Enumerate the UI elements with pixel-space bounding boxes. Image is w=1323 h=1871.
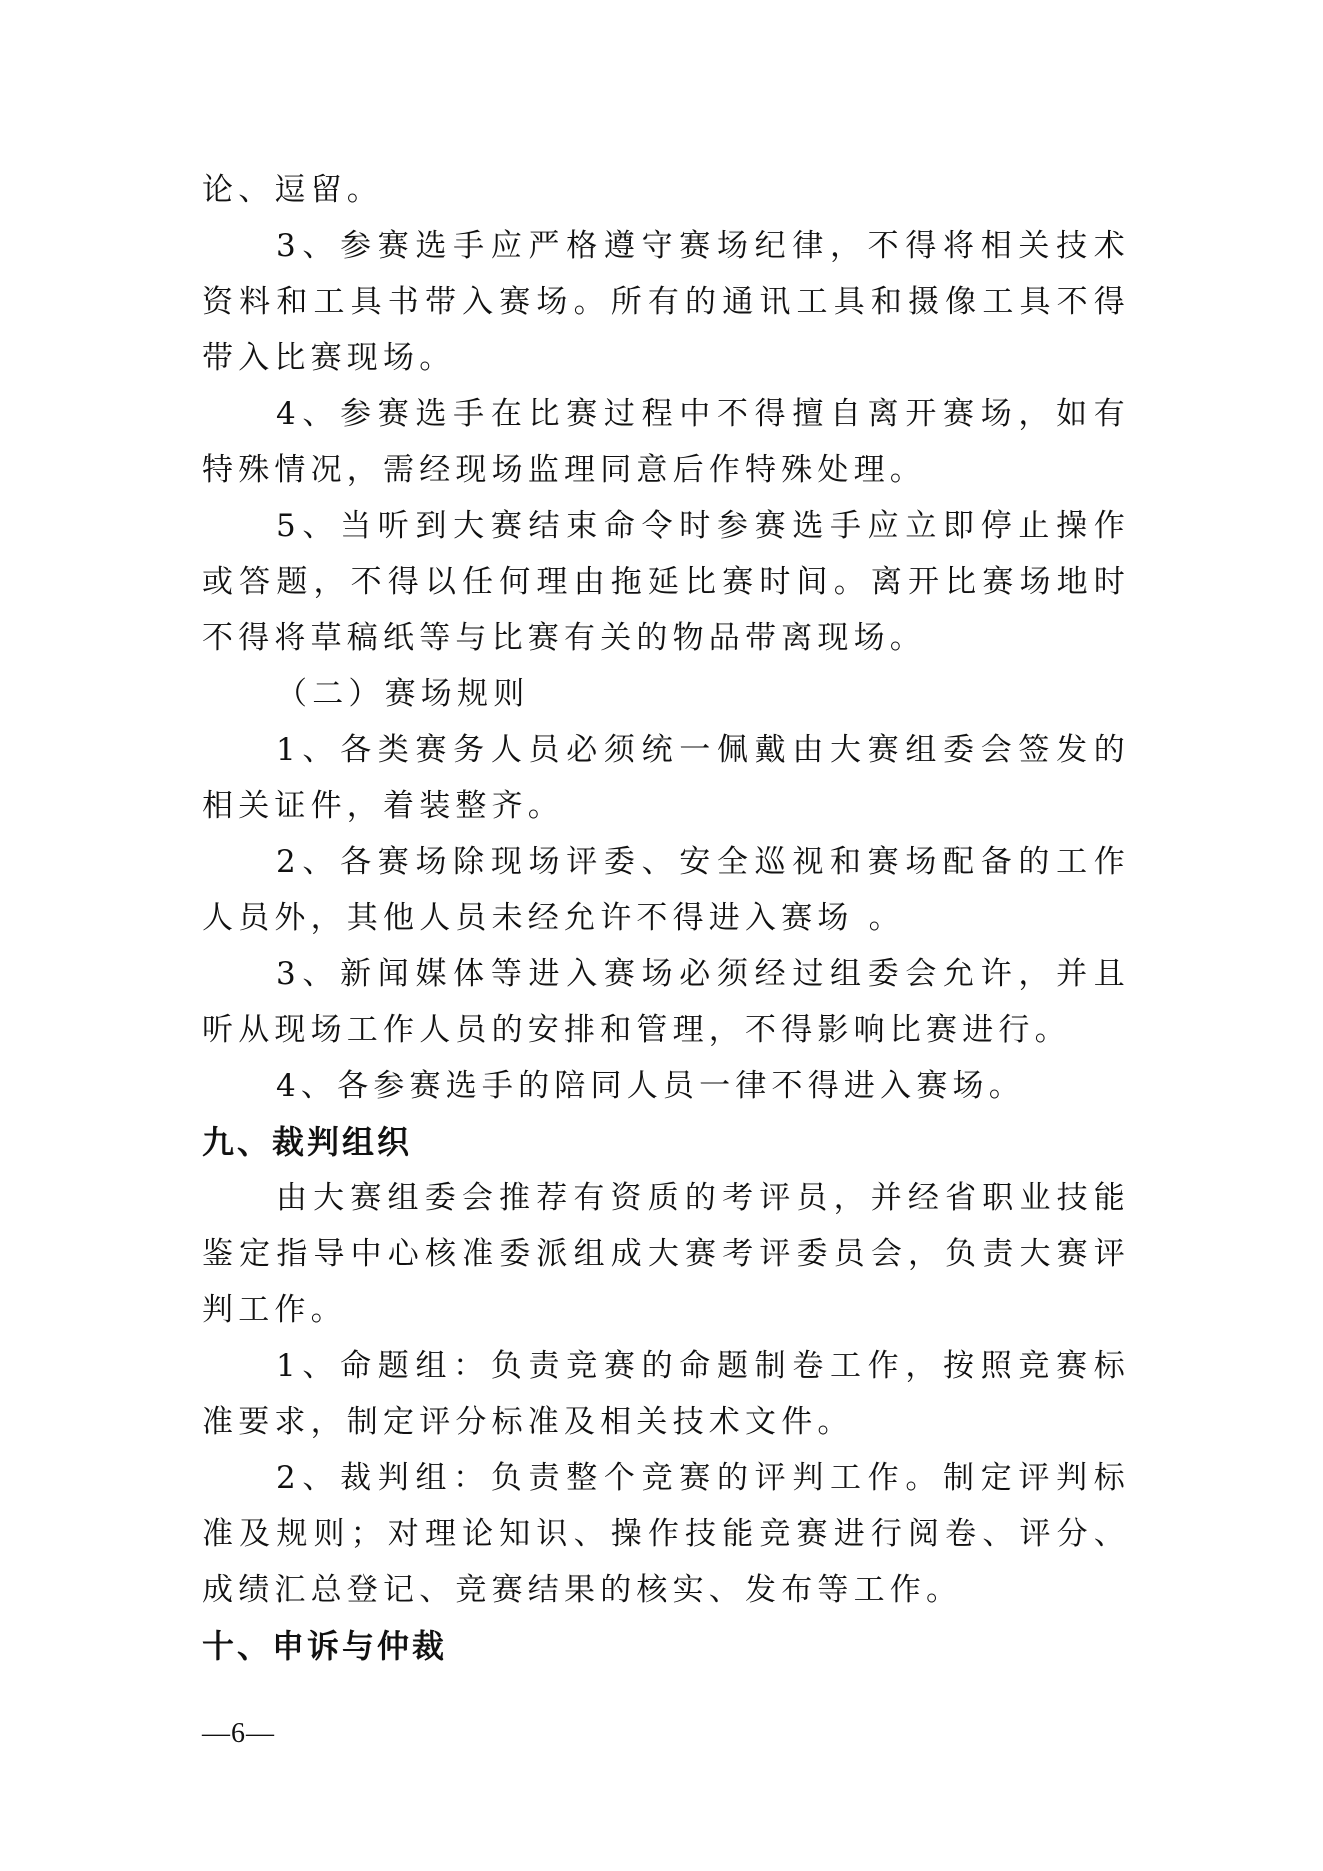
- rule-paragraph: 3、参赛选手应严格遵守赛场纪律，不得将相关技术资料和工具书带入赛场。所有的通讯工具和摄像工具不得带入比赛现场。: [202, 228, 1130, 376]
- section-paragraph: 2、裁判组：负责整个竞赛的评判工作。制定评判标准及规则；对理论知识、操作技能竞赛进行阅卷、评分、成绩汇总登记、竞赛结果的核实、发布等工作。: [202, 1460, 1130, 1608]
- section-paragraph: 由大赛组委会推荐有资质的考评员，并经省职业技能鉴定指导中心核准委派组成大赛考评委员会，负责大赛评判工作。: [202, 1180, 1130, 1328]
- paragraph-continuation: 论、逗留。: [202, 172, 383, 208]
- rule-paragraph: 2、各赛场除现场评委、安全巡视和赛场配备的工作人员外，其他人员未经允许不得进入赛场 。: [202, 844, 1130, 936]
- subsection-title: （二）赛场规则: [276, 676, 530, 712]
- section-paragraph: 1、命题组：负责竞赛的命题制卷工作，按照竞赛标准要求，制定评分标准及相关技术文件。: [202, 1348, 1130, 1440]
- rule-paragraph: 4、各参赛选手的陪同人员一律不得进入赛场。: [276, 1068, 1025, 1104]
- rule-paragraph: 3、新闻媒体等进入赛场必须经过组委会允许，并且听从现场工作人员的安排和管理，不得影响比赛进行。: [202, 956, 1130, 1048]
- section-heading: 十、申诉与仲裁: [202, 1627, 448, 1665]
- section-heading: 九、裁判组织: [202, 1123, 413, 1161]
- rule-paragraph: 4、参赛选手在比赛过程中不得擅自离开赛场，如有特殊情况，需经现场监理同意后作特殊处理。: [202, 396, 1130, 488]
- rule-paragraph: 5、当听到大赛结束命令时参赛选手应立即停止操作或答题，不得以任何理由拖延比赛时间。离开比赛场地时不得将草稿纸等与比赛有关的物品带离现场。: [202, 508, 1130, 656]
- document-body: [202, 162, 1130, 1674]
- page-number: —6—: [202, 1718, 275, 1749]
- rule-paragraph: 1、各类赛务人员必须统一佩戴由大赛组委会签发的相关证件，着装整齐。: [202, 732, 1130, 824]
